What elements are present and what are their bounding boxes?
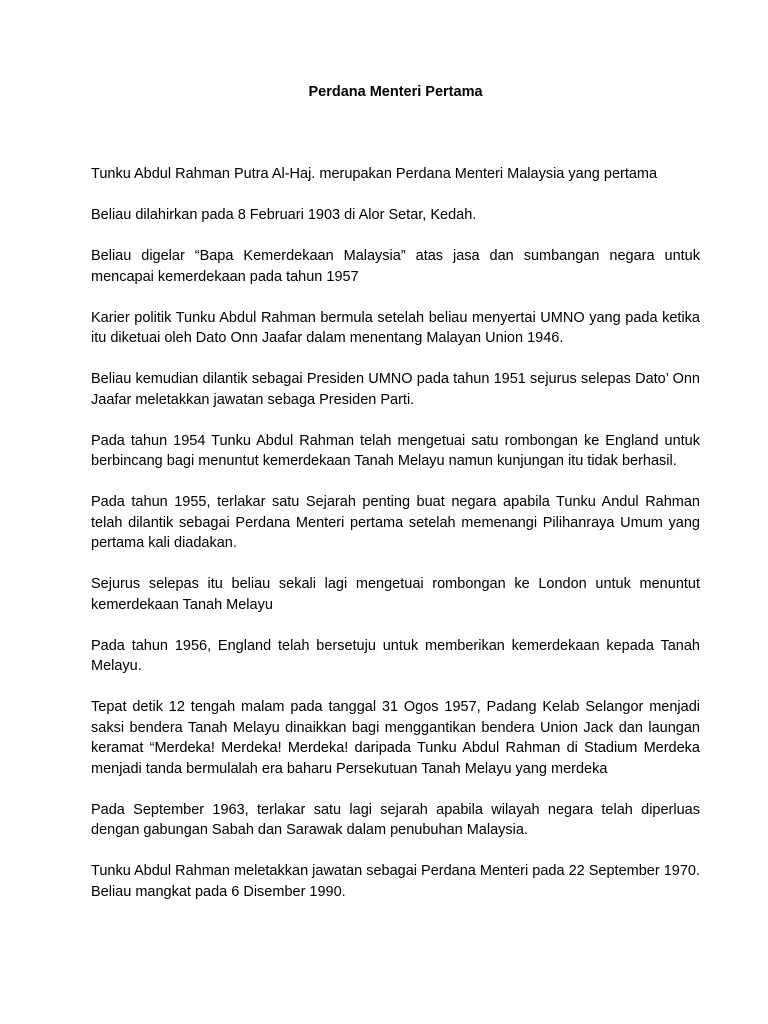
page-title: Perdana Menteri Pertama: [308, 84, 483, 100]
paragraph-9: Pada tahun 1956, England telah bersetuju untuk memberikan kemerdekaan kepada Tanah Melayu.: [91, 637, 700, 674]
paragraph-7: Pada tahun 1955, terlakar satu Sejarah penting buat negara apabila Tunku Andul Rahman telah dilantik sebagai Perdana Menteri pertama setelah memenangi Pilihanraya Umum yang pertama kali diadakan.: [91, 494, 700, 551]
paragraph-1: Tunku Abdul Rahman Putra Al-Haj. merupakan Perdana Menteri Malaysia yang pertama: [91, 166, 658, 182]
paragraph-5: Beliau kemudian dilantik sebagai Presiden UMNO pada tahun 1951 sejurus selepas Dato’ Onn Jaafar meletakkan jawatan sebaga Presiden Parti.: [91, 371, 700, 408]
paragraph-12: Tunku Abdul Rahman meletakkan jawatan sebagai Perdana Menteri pada 22 September 1970. Beliau mangkat pada 6 Disember 1990.: [91, 863, 700, 900]
paragraph-11: Pada September 1963, terlakar satu lagi sejarah apabila wilayah negara telah diperluas dengan gabungan Sabah dan Sarawak dalam penubuhan Malaysia.: [91, 801, 700, 838]
paragraph-10: Tepat detik 12 tengah malam pada tanggal 31 Ogos 1957, Padang Kelab Selangor menjadi saksi bendera Tanah Melayu dinaikkan bagi menggantikan bendera Union Jack dan laungan keramat “Merdeka! Merdeka! Merdeka! daripada Tunku Abdul Rahman di Stadium Merdeka menjadi tanda bermulalah era baharu Persekutuan Tanah Melayu yang merdeka: [91, 699, 700, 777]
paragraph-2: Beliau dilahirkan pada 8 Februari 1903 di Alor Setar, Kedah.: [91, 207, 477, 223]
paragraph-3: Beliau digelar “Bapa Kemerdekaan Malaysia” atas jasa dan sumbangan negara untuk mencapai kemerdekaan pada tahun 1957: [91, 248, 700, 285]
paragraph-8: Sejurus selepas itu beliau sekali lagi mengetuai rombongan ke London untuk menuntut kemerdekaan Tanah Melayu: [91, 576, 700, 613]
paragraph-6: Pada tahun 1954 Tunku Abdul Rahman telah mengetuai satu rombongan ke England untuk berbincang bagi menuntut kemerdekaan Tanah Melayu namun kunjungan itu tidak berhasil.: [91, 432, 700, 469]
paragraph-4: Karier politik Tunku Abdul Rahman bermula setelah beliau menyertai UMNO yang pada ketika itu diketuai oleh Dato Onn Jaafar dalam menentang Malayan Union 1946.: [91, 309, 700, 346]
